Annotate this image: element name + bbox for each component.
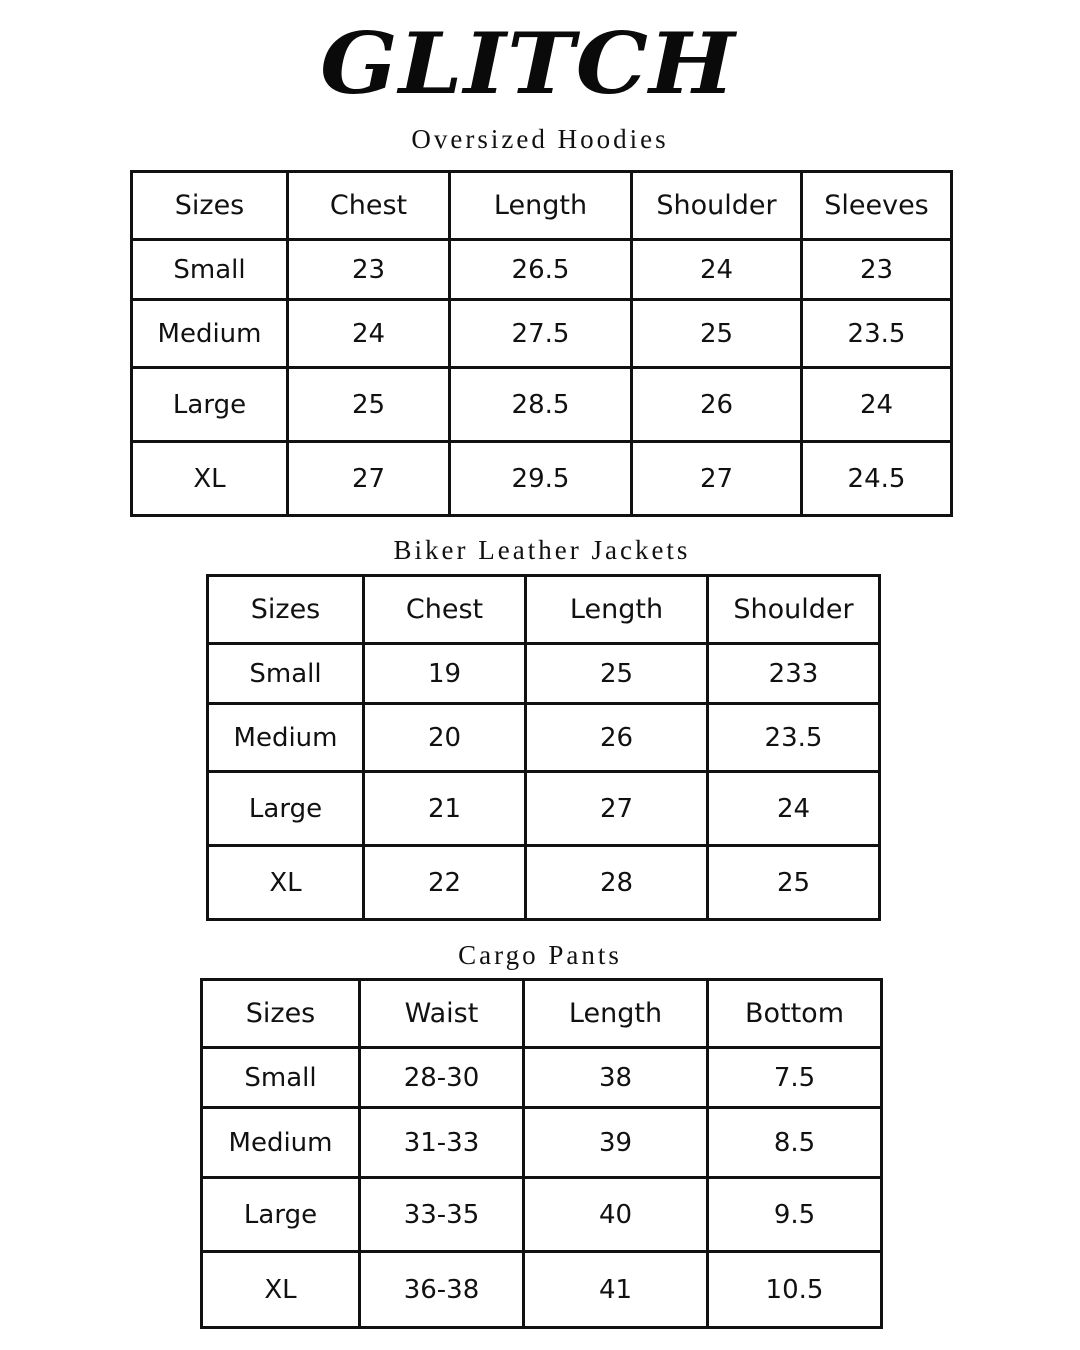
table-row [202, 1108, 882, 1178]
table-cell: 9.5 [708, 1178, 882, 1252]
table-cell: 36-38 [360, 1252, 524, 1328]
table-cell: 20 [364, 704, 526, 772]
column-header: Length [450, 172, 632, 240]
table-row [208, 644, 880, 704]
table-row [132, 240, 952, 300]
column-header: Shoulder [632, 172, 802, 240]
table-row [202, 1178, 882, 1252]
table-cell: 39 [524, 1108, 708, 1178]
table-header-row [132, 172, 952, 240]
section-title-hoodies: Oversized Hoodies [411, 124, 669, 154]
table-row [208, 846, 880, 920]
table-cell: 24 [288, 300, 450, 368]
table-cell: 8.5 [708, 1108, 882, 1178]
table-cell: 31-33 [360, 1108, 524, 1178]
size-label: Medium [132, 300, 288, 368]
table-header-row [202, 980, 882, 1048]
table-row [202, 1048, 882, 1108]
brand-logo: GLITCH [320, 14, 736, 113]
table-row [132, 300, 952, 368]
column-header: Bottom [708, 980, 882, 1048]
size-label: Small [202, 1048, 360, 1108]
table-cell: 29.5 [450, 442, 632, 516]
table-cell: 28-30 [360, 1048, 524, 1108]
table-cell: 26 [632, 368, 802, 442]
size-label: Medium [202, 1108, 360, 1178]
table-cell: 25 [632, 300, 802, 368]
table-cell: 24 [708, 772, 880, 846]
table-cell: 22 [364, 846, 526, 920]
table-cell: 38 [524, 1048, 708, 1108]
size-label: Medium [208, 704, 364, 772]
table-cell: 26.5 [450, 240, 632, 300]
size-label: Large [132, 368, 288, 442]
table-row [208, 704, 880, 772]
section-title-cargo-pants: Cargo Pants [458, 940, 622, 970]
table-row [202, 1252, 882, 1328]
column-header: Length [526, 576, 708, 644]
column-header: Chest [288, 172, 450, 240]
table-cell: 21 [364, 772, 526, 846]
table-cell: 23 [802, 240, 952, 300]
column-header: Waist [360, 980, 524, 1048]
column-header: Sizes [208, 576, 364, 644]
table-cell: 23 [288, 240, 450, 300]
table-cell: 41 [524, 1252, 708, 1328]
table-cell: 24 [802, 368, 952, 442]
table-cell: 27 [288, 442, 450, 516]
column-header: Chest [364, 576, 526, 644]
size-table-jackets [206, 574, 881, 921]
size-label: Large [202, 1178, 360, 1252]
table-row [208, 772, 880, 846]
column-header: Length [524, 980, 708, 1048]
column-header: Shoulder [708, 576, 880, 644]
table-cell: 24 [632, 240, 802, 300]
table-cell: 40 [524, 1178, 708, 1252]
size-table-hoodies [130, 170, 953, 517]
size-label: Small [132, 240, 288, 300]
size-table-cargo-pants [200, 978, 883, 1329]
table-row [132, 368, 952, 442]
table-cell: 7.5 [708, 1048, 882, 1108]
table-cell: 26 [526, 704, 708, 772]
table-cell: 27.5 [450, 300, 632, 368]
table-cell: 24.5 [802, 442, 952, 516]
table-cell: 23.5 [802, 300, 952, 368]
size-label: Small [208, 644, 364, 704]
size-label: Large [208, 772, 364, 846]
table-cell: 23.5 [708, 704, 880, 772]
table-cell: 25 [708, 846, 880, 920]
size-label: XL [208, 846, 364, 920]
table-header-row [208, 576, 880, 644]
table-cell: 10.5 [708, 1252, 882, 1328]
section-title-jackets: Biker Leather Jackets [393, 535, 691, 565]
table-row [132, 442, 952, 516]
table-cell: 28.5 [450, 368, 632, 442]
table-cell: 233 [708, 644, 880, 704]
column-header: Sizes [132, 172, 288, 240]
table-cell: 33-35 [360, 1178, 524, 1252]
table-cell: 28 [526, 846, 708, 920]
size-label: XL [132, 442, 288, 516]
table-cell: 25 [526, 644, 708, 704]
table-cell: 25 [288, 368, 450, 442]
table-cell: 27 [526, 772, 708, 846]
table-cell: 27 [632, 442, 802, 516]
column-header: Sleeves [802, 172, 952, 240]
table-cell: 19 [364, 644, 526, 704]
size-label: XL [202, 1252, 360, 1328]
column-header: Sizes [202, 980, 360, 1048]
